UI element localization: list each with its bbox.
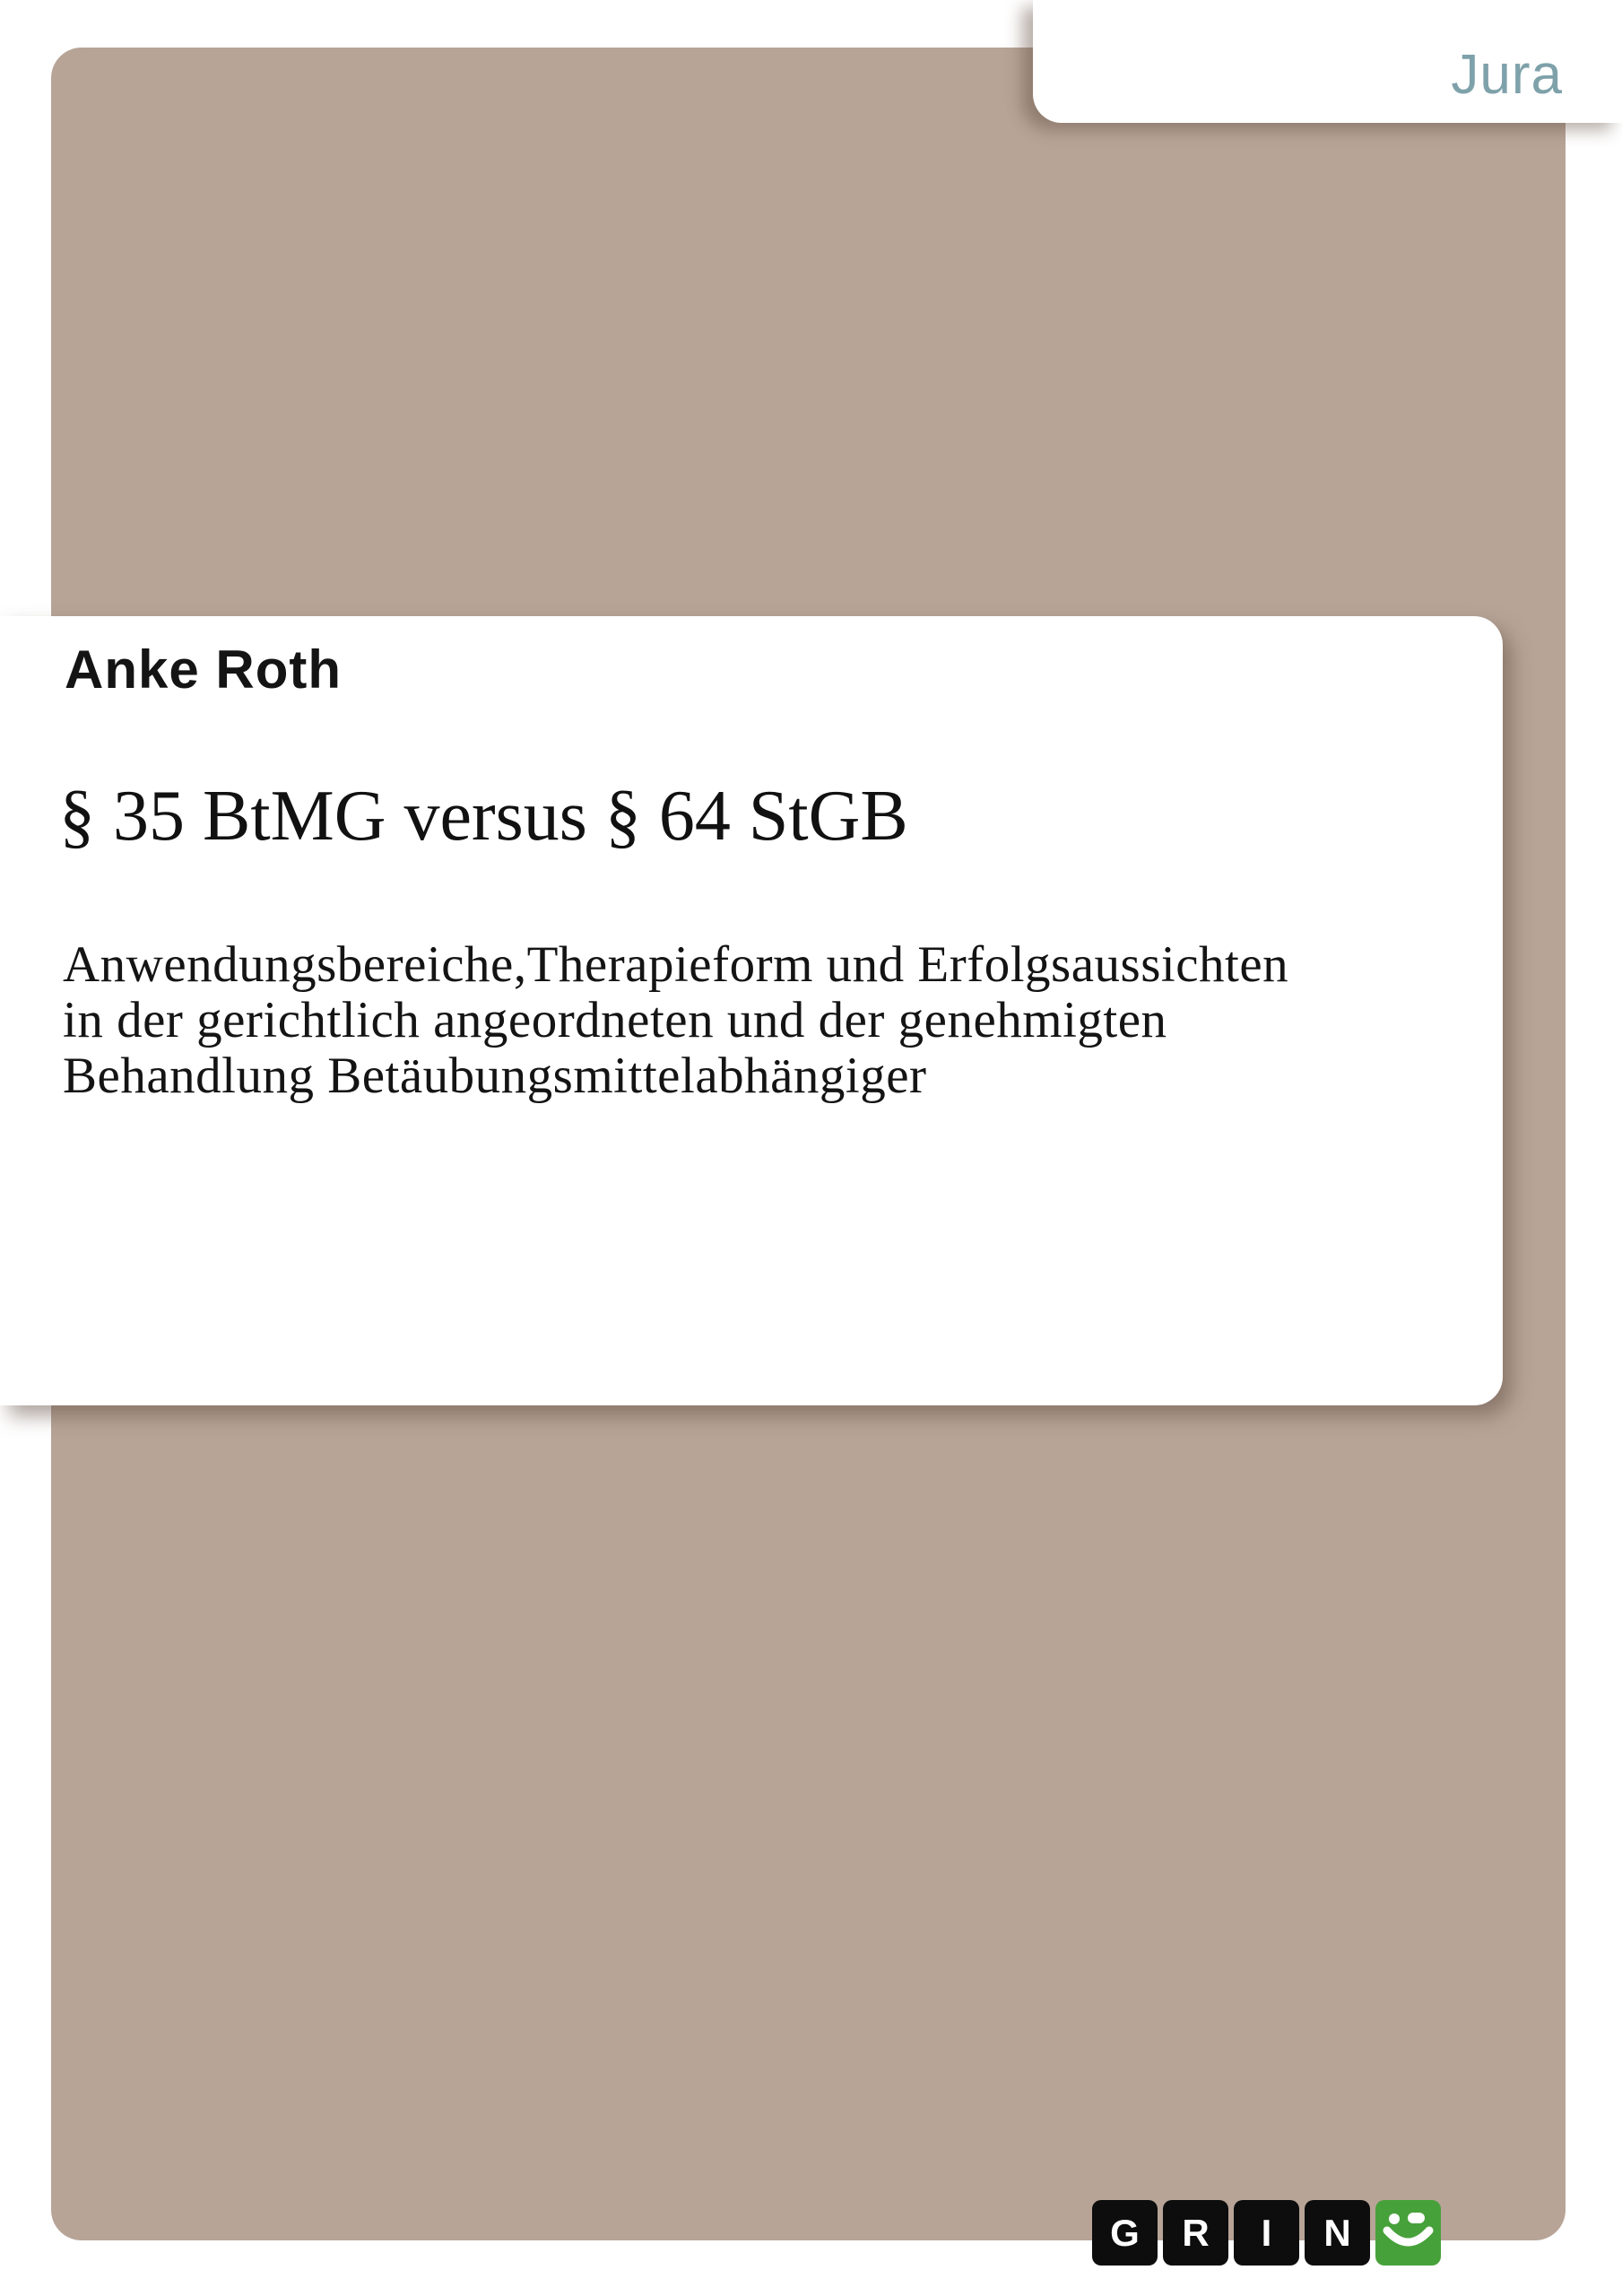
logo-letter-tile xyxy=(1092,2200,1158,2266)
logo-letter: I xyxy=(1261,2211,1272,2254)
logo-letter-tile xyxy=(1163,2200,1228,2266)
logo-smiley-tile xyxy=(1375,2200,1441,2266)
logo-letter: G xyxy=(1110,2211,1140,2254)
grin-logo xyxy=(1092,2200,1441,2266)
subtitle-line: in der gerichtlich angeordneten und der genehmigten xyxy=(63,992,1167,1048)
title-card xyxy=(0,616,1503,1405)
book-title: § 35 BtMG versus § 64 StGB xyxy=(59,777,908,856)
grin-smiley-icon xyxy=(1375,2200,1441,2266)
category-label: Jura xyxy=(1451,44,1563,106)
category-tab xyxy=(1033,0,1622,123)
logo-letter: N xyxy=(1323,2211,1351,2254)
book-subtitle xyxy=(63,937,1288,1104)
logo-letter: R xyxy=(1182,2211,1210,2254)
subtitle-line: Behandlung Betäubungsmittelabhängiger xyxy=(63,1048,927,1104)
logo-letter-tile xyxy=(1234,2200,1299,2266)
logo-letter-tile xyxy=(1305,2200,1370,2266)
subtitle-line: Anwendungsbereiche,Therapieform und Erfolgsaussichten xyxy=(63,936,1289,993)
author-name: Anke Roth xyxy=(65,639,342,700)
